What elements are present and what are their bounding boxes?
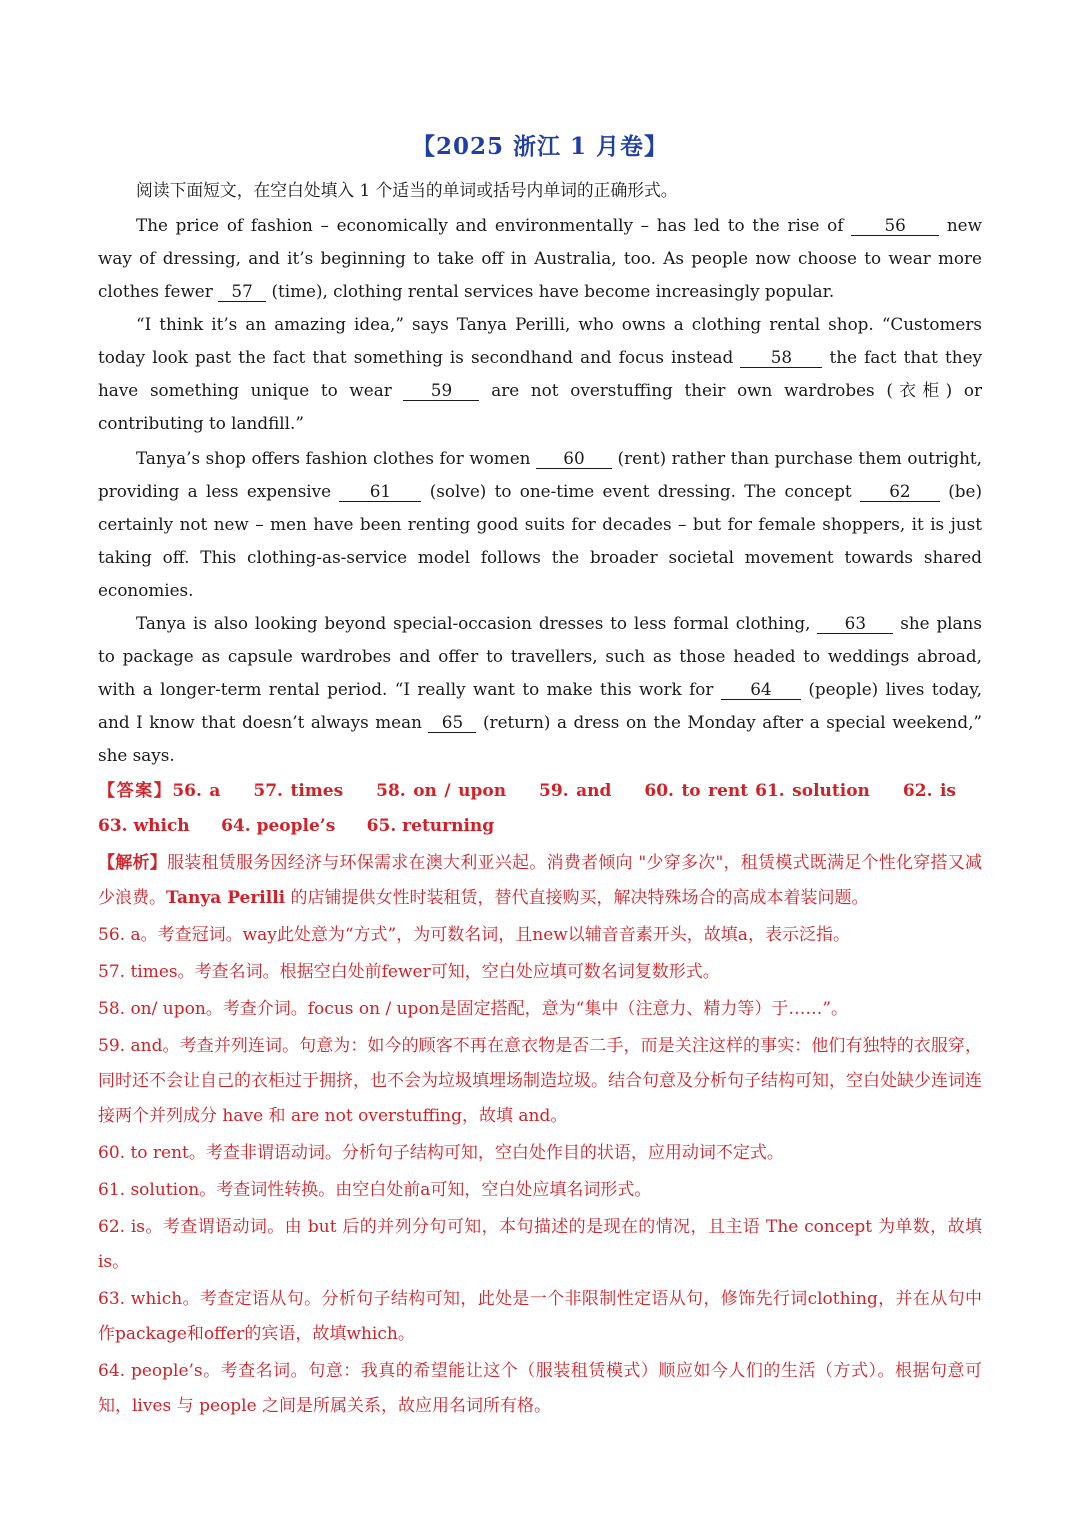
answer-item: 61. solution (755, 781, 870, 801)
analysis-section (98, 846, 982, 1424)
blank-62: 62 (860, 481, 940, 502)
analysis-label: 【解析】 (98, 853, 167, 873)
passage-paragraph-4: Tanya is also looking beyond special-occasion dresses to less formal clothing, 63 she plans to package as capsule wardrobes and offer to travellers, such as those headed to weddings abroad, with a longer-term rental period. “I really want to make this work for 64 (people) lives today, and I know that doesn’t always mean 65 (return) a dress on the Monday after a special weekend,” she says. (98, 613, 983, 765)
answer-item: 63. which (98, 816, 190, 836)
blank-61: 61 (339, 481, 421, 502)
blank-60: 60 (536, 448, 612, 469)
analysis-item-58: 58. on/ upon。考查介词。focus on / upon是固定搭配，意为“集中（注意力、精力等）于……”。 (98, 999, 849, 1019)
answer-item: 65. returning (366, 816, 495, 836)
answer-item: 62. is (902, 781, 957, 801)
answer-item: 59. and (539, 781, 612, 801)
passage-paragraph-3: Tanya’s shop offers fashion clothes for women 60 (rent) rather than purchase them outright, providing a less expensive 61 (solve) to one-time event dressing. The concept 62 (be) certainly not new – men have been renting good suits for decades – but for female shoppers, it is just taking off. This clothing-as-service model follows the broader societal movement towards shared economies. (98, 448, 983, 600)
answer-item: 56. a (172, 781, 221, 801)
answer-key-label: 【答案】 (98, 781, 173, 801)
instruction: 阅读下面短文，在空白处填入 1 个适当的单词或括号内单词的正确形式。 (136, 180, 678, 200)
analysis-item-63: 63. which。考查定语从句。分析句子结构可知，此处是一个非限制性定语从句，修饰先行词clothing，并在从句中作package和offer的宾语，故填which。 (98, 1289, 982, 1344)
answer-item: 57. times (253, 781, 344, 801)
answer-item: 60. to rent (644, 781, 749, 801)
blank-56: 56 (851, 215, 939, 236)
answer-item: 64. people’s (221, 816, 336, 836)
answer-key (98, 774, 982, 844)
analysis-item-59: 59. and。考查并列连词。句意为：如今的顾客不再在意衣物是否二手，而是关注这样的事实：他们有独特的衣服穿，同时还不会让自己的衣柜过于拥挤，也不会为垃圾填埋场制造垃圾。结合句意及分析句子结构可知，空白处缺少连词连接两个并列成分 have 和 are not overstuffing，故填 and。 (98, 1036, 982, 1126)
document-body (98, 174, 982, 1424)
passage-paragraph-1: The price of fashion – economically and environmentally – has led to the rise of 56 new way of dressing, and it’s beginning to take off in Australia, too. As people now choose to wear more clothes fewer 57 (time), clothing rental services have become increasingly popular. (98, 215, 982, 301)
analysis-item-64: 64. people’s。考查名词。句意：我真的希望能让这个（服装租赁模式）顺应如今人们的生活（方式）。根据句意可知，lives 与 people 之间是所属关系，故应用名词所有格。 (98, 1361, 982, 1416)
blank-58: 58 (740, 347, 822, 368)
blank-63: 63 (817, 613, 893, 634)
page-title: 【2025 浙江 1 月卷】 (411, 133, 669, 160)
passage-paragraph-2: “I think it’s an amazing idea,” says Tanya Perilli, who owns a clothing rental shop. “Customers today look past the fact that something is secondhand and focus instead 58 the fact that they have something unique to wear 59 are not overstuffing their own wardrobes (衣柜) or contributing to landfill.” (98, 314, 982, 433)
analysis-item-62: 62. is。考查谓语动词。由 but 后的并列分句可知，本句描述的是现在的情况，且主语 The concept 为单数，故填 is。 (98, 1217, 982, 1272)
passage (98, 174, 982, 772)
analysis-summary: 【解析】服装租赁服务因经济与环保需求在澳大利亚兴起。消费者倾向 "少穿多次"，租赁模式既满足个性化穿搭又减少浪费。Tanya Perilli 的店铺提供女性时装租赁，替代直接购买，解决特殊场合的高成本着装问题。 (98, 853, 982, 908)
blank-57: 57 (218, 281, 266, 302)
analysis-item-57: 57. times。考查名词。根据空白处前fewer可知，空白处应填可数名词复数形式。 (98, 962, 720, 982)
blank-59: 59 (403, 380, 479, 401)
answer-item: 58. on / upon (376, 781, 507, 801)
analysis-item-56: 56. a。考查冠词。way此处意为“方式”，为可数名词，且new以辅音音素开头，故填a，表示泛指。 (98, 925, 850, 945)
blank-64: 64 (721, 679, 801, 700)
analysis-item-60: 60. to rent。考查非谓语动词。分析句子结构可知，空白处作目的状语，应用动词不定式。 (98, 1143, 784, 1163)
analysis-item-61: 61. solution。考查词性转换。由空白处前a可知，空白处应填名词形式。 (98, 1180, 652, 1200)
blank-65: 65 (428, 712, 476, 733)
